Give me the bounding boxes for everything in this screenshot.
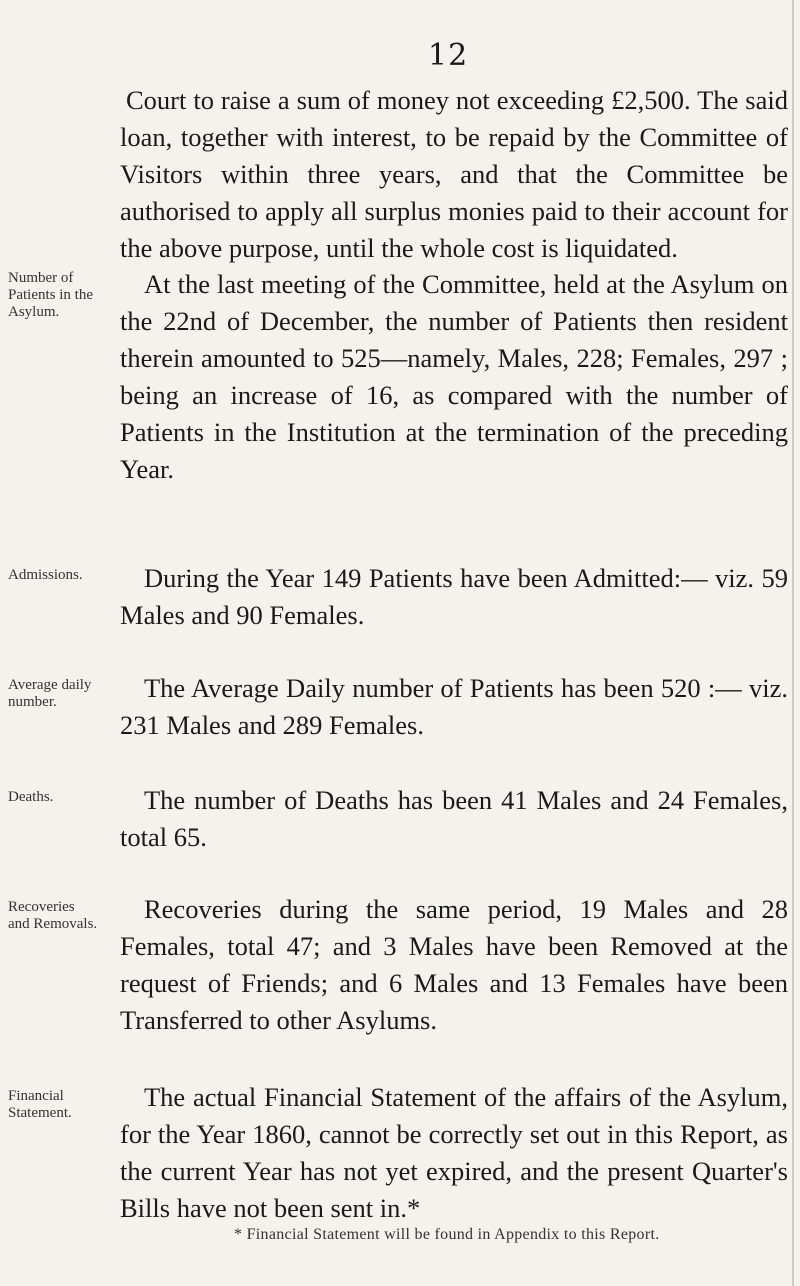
margin-note-patients: Number of Patients in the Asylum. (8, 270, 93, 320)
footnote: * Financial Statement will be found in Appendix to this Report. (234, 1226, 660, 1243)
paragraph-patients: At the last meeting of the Committee, held at the Asylum on the 22nd of December, the number of Patients then resident therein amounted to 525—namely, Males, 228; Females, 297 ; being an increase of 16, as compared with the number of Patients in the Institution at the termination of the preceding Year. (120, 269, 788, 484)
margin-note-recoveries: Recoveries and Removals. (8, 899, 98, 932)
margin-note-deaths: Deaths. (8, 789, 54, 805)
paragraph-court: Court to raise a sum of money not exceeding £2,500. The said loan, together with interest, to be repaid by the Committee of Visitors within three years, and that the Committee be authorised to apply all surplus monies paid to their account for the above purpose, until the whole cost is liquidated. (120, 85, 788, 263)
margin-note-financial: Financial Statement. (8, 1088, 72, 1121)
paragraph-deaths: The number of Deaths has been 41 Males and 24 Females, total 65. (120, 785, 788, 852)
page-edge-line (792, 0, 794, 1286)
paragraph-average: The Average Daily number of Patients has been 520 :— viz. 231 Males and 289 Females. (120, 673, 788, 740)
margin-note-average: Average daily number. (8, 677, 92, 710)
paragraph-recoveries: Recoveries during the same period, 19 Males and 28 Females, total 47; and 3 Males have been Removed at the request of Friends; and 6 Males and 13 Females have been Transferred to other Asylums. (120, 894, 788, 1035)
paragraph-financial: The actual Financial Statement of the affairs of the Asylum, for the Year 1860, cannot be correctly set out in this Report, as the current Year has not yet expired, and the present Quarter's Bills have not been sent in.* (120, 1082, 788, 1223)
paragraph-admissions: During the Year 149 Patients have been Admitted:— viz. 59 Males and 90 Females. (120, 563, 788, 630)
margin-note-admissions: Admissions. (8, 567, 83, 583)
page-number: 12 (428, 38, 469, 73)
